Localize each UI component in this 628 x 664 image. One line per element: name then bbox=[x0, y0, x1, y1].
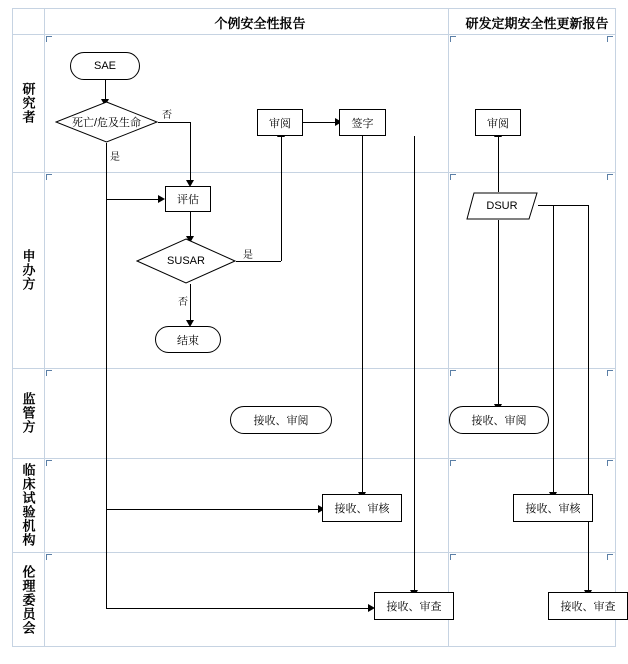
cell-tick bbox=[607, 460, 613, 466]
edge-label-yes-down: 是 bbox=[110, 152, 120, 163]
connector-review-to-sign bbox=[303, 122, 339, 123]
cell-tick bbox=[46, 36, 52, 42]
connector-dsur-right2 bbox=[553, 205, 588, 206]
connector-evaluate-to-susar bbox=[190, 212, 191, 238]
grid-line-rowlabel bbox=[44, 8, 45, 646]
connector-decision-no bbox=[158, 122, 190, 123]
row-label-investigator: 研究者 bbox=[20, 82, 36, 124]
connector-sign-to-institution bbox=[362, 136, 363, 494]
node-review-case[interactable]: 审阅 bbox=[257, 109, 303, 136]
row-label-regulator: 监管方 bbox=[20, 392, 36, 434]
cell-tick bbox=[607, 370, 613, 376]
connector-dsur-to-regulator bbox=[498, 220, 499, 406]
node-susar-decision[interactable] bbox=[136, 238, 236, 284]
cell-tick bbox=[450, 36, 456, 42]
cell-tick bbox=[46, 554, 52, 560]
edge-label-no: 否 bbox=[162, 110, 172, 121]
grid-line-col-split bbox=[448, 8, 449, 646]
node-sae[interactable]: SAE bbox=[70, 52, 140, 80]
connector-dsur-to-institution bbox=[553, 205, 554, 494]
grid-line-bottom bbox=[12, 646, 616, 647]
node-institution-receive-audit-dsur[interactable]: 接收、审核 bbox=[513, 494, 593, 522]
cell-tick bbox=[46, 460, 52, 466]
node-sign-case[interactable]: 签字 bbox=[339, 109, 386, 136]
edge-label-yes-right: 是 bbox=[243, 250, 253, 261]
connector-sae-to-decision bbox=[105, 80, 106, 101]
grid-line-row1 bbox=[12, 172, 616, 173]
column-header-case-safety-report: 个例安全性报告 bbox=[214, 16, 306, 31]
node-susar-label: SUSAR bbox=[167, 255, 205, 267]
grid-line-left bbox=[12, 8, 13, 646]
node-death-or-life-threatening-label: 死亡/危及生命 bbox=[71, 117, 142, 129]
connector-to-institution-case bbox=[106, 509, 322, 510]
node-regulator-receive-review-case[interactable]: 接收、审阅 bbox=[230, 406, 332, 434]
connector-susar-yes bbox=[236, 261, 281, 262]
grid-line-right bbox=[615, 8, 616, 646]
cell-tick bbox=[607, 554, 613, 560]
connector-sign-to-ethics bbox=[414, 136, 415, 592]
node-end[interactable]: 结束 bbox=[155, 326, 221, 353]
grid-line-top bbox=[12, 8, 616, 9]
grid-line-row3 bbox=[12, 458, 616, 459]
grid-line-header-bottom bbox=[12, 34, 616, 35]
grid-line-row2 bbox=[12, 368, 616, 369]
node-review-dsur[interactable]: 审阅 bbox=[475, 109, 521, 136]
connector-dsur-to-review bbox=[498, 136, 499, 197]
node-death-or-life-threatening-decision[interactable] bbox=[55, 101, 158, 143]
cell-tick bbox=[450, 554, 456, 560]
cell-tick bbox=[450, 174, 456, 180]
cell-tick bbox=[607, 36, 613, 42]
row-label-ethics-committee: 伦理委员会 bbox=[20, 565, 36, 635]
node-institution-receive-audit-case[interactable]: 接收、审核 bbox=[322, 494, 402, 522]
column-header-dsur-report: 研发定期安全性更新报告 bbox=[465, 16, 609, 31]
row-label-sponsor: 申办方 bbox=[20, 249, 36, 291]
connector-yes-to-evaluate bbox=[106, 199, 161, 200]
connector-to-ethics-case bbox=[106, 608, 372, 609]
row-label-clinical-trial-institution: 临床试验机构 bbox=[20, 463, 36, 547]
edge-label-no-down: 否 bbox=[178, 297, 188, 308]
node-dsur[interactable] bbox=[466, 192, 538, 220]
cell-tick bbox=[607, 174, 613, 180]
cell-tick bbox=[46, 174, 52, 180]
connector-dsur-to-ethics bbox=[588, 205, 589, 592]
connector-decision-no-down bbox=[190, 122, 191, 182]
cell-tick bbox=[46, 370, 52, 376]
node-ethics-receive-review-dsur[interactable]: 接收、审查 bbox=[548, 592, 628, 620]
node-ethics-receive-review-case[interactable]: 接收、审查 bbox=[374, 592, 454, 620]
arrow-yes-to-evaluate bbox=[158, 195, 165, 203]
connector-decision-yes-down bbox=[106, 143, 107, 608]
connector-susar-yes-up bbox=[281, 136, 282, 261]
node-dsur-label: DSUR bbox=[486, 200, 518, 212]
node-evaluate[interactable]: 评估 bbox=[165, 186, 211, 212]
connector-susar-no bbox=[190, 284, 191, 322]
node-regulator-receive-review-dsur[interactable]: 接收、审阅 bbox=[449, 406, 549, 434]
cell-tick bbox=[450, 460, 456, 466]
cell-tick bbox=[450, 370, 456, 376]
grid-line-row4 bbox=[12, 552, 616, 553]
